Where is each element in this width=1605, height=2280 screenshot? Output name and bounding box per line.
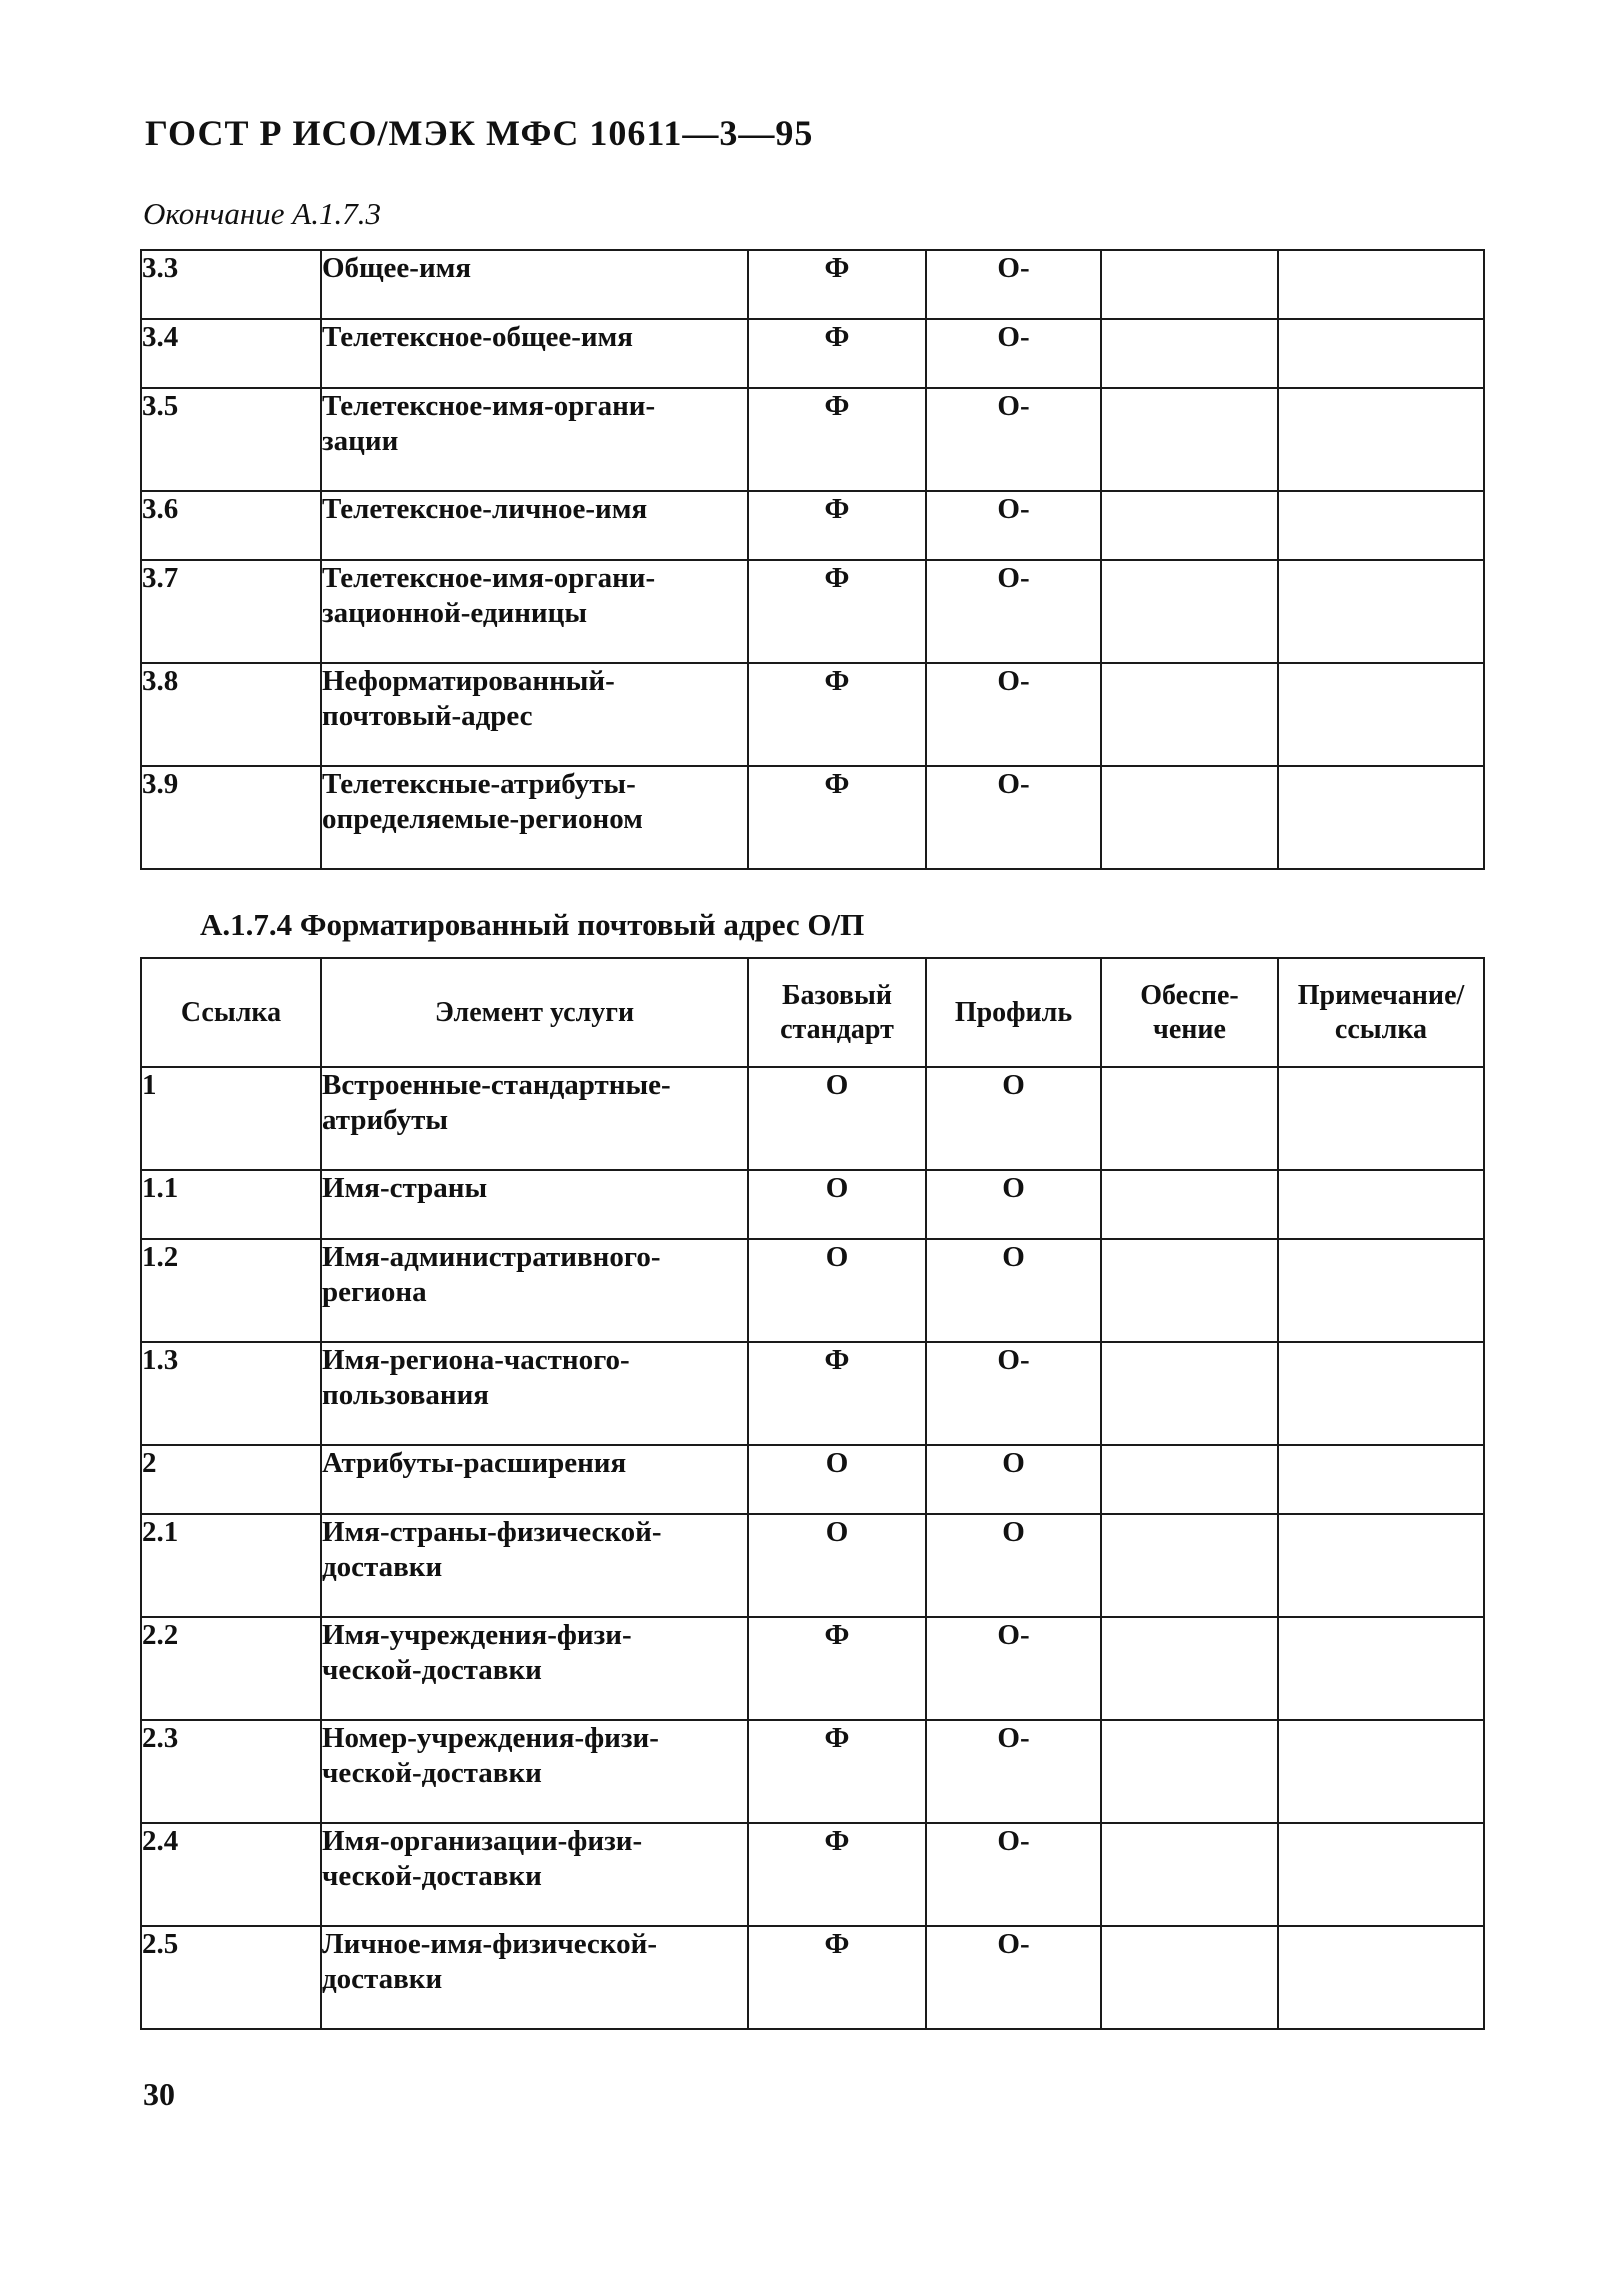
cell-profile: О- bbox=[926, 1342, 1101, 1445]
cell-note bbox=[1278, 250, 1484, 319]
cell-provision bbox=[1101, 1342, 1278, 1445]
cell-base-standard: Ф bbox=[748, 663, 926, 766]
cell-base-standard: Ф bbox=[748, 1720, 926, 1823]
cell-provision bbox=[1101, 1067, 1278, 1170]
table-row bbox=[141, 1342, 1484, 1445]
document-header: ГОСТ Р ИСО/МЭК МФС 10611—3—95 bbox=[145, 113, 814, 153]
column-header-note: Примечание/ ссылка bbox=[1278, 958, 1484, 1067]
cell-base-standard: Ф bbox=[748, 388, 926, 491]
cell-note bbox=[1278, 766, 1484, 869]
cell-profile: О bbox=[926, 1514, 1101, 1617]
cell-note bbox=[1278, 388, 1484, 491]
table-a173-body bbox=[141, 250, 1484, 869]
cell-profile: О- bbox=[926, 560, 1101, 663]
table-header-row bbox=[141, 958, 1484, 1067]
column-header-element: Элемент услуги bbox=[321, 958, 748, 1067]
cell-ref: 3.4 bbox=[141, 319, 321, 388]
cell-ref: 3.5 bbox=[141, 388, 321, 491]
cell-ref: 2.1 bbox=[141, 1514, 321, 1617]
cell-profile: О- bbox=[926, 491, 1101, 560]
cell-element: Имя-страны-физической- доставки bbox=[321, 1514, 748, 1617]
column-header-ref: Ссылка bbox=[141, 958, 321, 1067]
cell-ref: 1.3 bbox=[141, 1342, 321, 1445]
table-row bbox=[141, 319, 1484, 388]
cell-profile: О- bbox=[926, 663, 1101, 766]
cell-ref: 3.9 bbox=[141, 766, 321, 869]
section-title: А.1.7.4 Форматированный почтовый адрес О/П bbox=[200, 907, 865, 942]
cell-element: Телетексное-общее-имя bbox=[321, 319, 748, 388]
cell-ref: 3.3 bbox=[141, 250, 321, 319]
table-row bbox=[141, 766, 1484, 869]
cell-ref: 1.1 bbox=[141, 1170, 321, 1239]
cell-ref: 3.7 bbox=[141, 560, 321, 663]
cell-element: Встроенные-стандартные- атрибуты bbox=[321, 1067, 748, 1170]
cell-base-standard: Ф bbox=[748, 1617, 926, 1720]
table-row bbox=[141, 1239, 1484, 1342]
cell-note bbox=[1278, 1445, 1484, 1514]
table-continuation-label: Окончание А.1.7.3 bbox=[143, 196, 381, 231]
cell-profile: О- bbox=[926, 1720, 1101, 1823]
cell-ref: 2.4 bbox=[141, 1823, 321, 1926]
table-row bbox=[141, 1170, 1484, 1239]
table-a173-end bbox=[140, 249, 1485, 870]
table-a174 bbox=[140, 957, 1485, 2030]
cell-provision bbox=[1101, 1926, 1278, 2029]
table-row bbox=[141, 250, 1484, 319]
cell-note bbox=[1278, 1823, 1484, 1926]
cell-element: Имя-учреждения-физи- ческой-доставки bbox=[321, 1617, 748, 1720]
cell-profile: О bbox=[926, 1067, 1101, 1170]
cell-base-standard: Ф bbox=[748, 1926, 926, 2029]
cell-note bbox=[1278, 1514, 1484, 1617]
cell-ref: 1.2 bbox=[141, 1239, 321, 1342]
table-row bbox=[141, 1823, 1484, 1926]
cell-element: Атрибуты-расширения bbox=[321, 1445, 748, 1514]
cell-base-standard: О bbox=[748, 1170, 926, 1239]
cell-provision bbox=[1101, 319, 1278, 388]
cell-ref: 3.8 bbox=[141, 663, 321, 766]
cell-base-standard: Ф bbox=[748, 491, 926, 560]
table-row bbox=[141, 1720, 1484, 1823]
cell-profile: О- bbox=[926, 1617, 1101, 1720]
cell-ref: 2.2 bbox=[141, 1617, 321, 1720]
cell-base-standard: О bbox=[748, 1067, 926, 1170]
cell-base-standard: О bbox=[748, 1514, 926, 1617]
cell-ref: 2 bbox=[141, 1445, 321, 1514]
cell-base-standard: Ф bbox=[748, 1342, 926, 1445]
cell-provision bbox=[1101, 663, 1278, 766]
cell-profile: О bbox=[926, 1445, 1101, 1514]
cell-note bbox=[1278, 319, 1484, 388]
cell-element: Телетексное-имя-органи- зации bbox=[321, 388, 748, 491]
cell-base-standard: О bbox=[748, 1239, 926, 1342]
cell-note bbox=[1278, 491, 1484, 560]
cell-provision bbox=[1101, 1514, 1278, 1617]
cell-base-standard: Ф bbox=[748, 250, 926, 319]
cell-ref: 3.6 bbox=[141, 491, 321, 560]
cell-element: Телетексные-атрибуты- определяемые-регионом bbox=[321, 766, 748, 869]
cell-note bbox=[1278, 560, 1484, 663]
cell-base-standard: О bbox=[748, 1445, 926, 1514]
cell-provision bbox=[1101, 1720, 1278, 1823]
cell-note bbox=[1278, 1342, 1484, 1445]
cell-element: Имя-страны bbox=[321, 1170, 748, 1239]
cell-element: Телетексное-личное-имя bbox=[321, 491, 748, 560]
table-row bbox=[141, 560, 1484, 663]
cell-element: Имя-административного- региона bbox=[321, 1239, 748, 1342]
table-row bbox=[141, 1445, 1484, 1514]
cell-provision bbox=[1101, 250, 1278, 319]
cell-profile: О bbox=[926, 1239, 1101, 1342]
cell-note bbox=[1278, 1720, 1484, 1823]
cell-element: Общее-имя bbox=[321, 250, 748, 319]
cell-ref: 2.5 bbox=[141, 1926, 321, 2029]
cell-note bbox=[1278, 1067, 1484, 1170]
table-row bbox=[141, 1067, 1484, 1170]
cell-provision bbox=[1101, 491, 1278, 560]
cell-base-standard: Ф bbox=[748, 319, 926, 388]
cell-element: Номер-учреждения-физи- ческой-доставки bbox=[321, 1720, 748, 1823]
table-row bbox=[141, 1617, 1484, 1720]
cell-provision bbox=[1101, 1617, 1278, 1720]
column-header-provision: Обеспе- чение bbox=[1101, 958, 1278, 1067]
cell-profile: О- bbox=[926, 250, 1101, 319]
table-row bbox=[141, 491, 1484, 560]
cell-provision bbox=[1101, 388, 1278, 491]
table-a174-body bbox=[141, 1067, 1484, 2029]
cell-element: Телетексное-имя-органи- зационной-единицы bbox=[321, 560, 748, 663]
cell-note bbox=[1278, 1239, 1484, 1342]
cell-provision bbox=[1101, 766, 1278, 869]
column-header-profile: Профиль bbox=[926, 958, 1101, 1067]
page-number: 30 bbox=[143, 2076, 175, 2112]
table-row bbox=[141, 663, 1484, 766]
cell-profile: О bbox=[926, 1170, 1101, 1239]
cell-provision bbox=[1101, 560, 1278, 663]
cell-provision bbox=[1101, 1445, 1278, 1514]
cell-note bbox=[1278, 1617, 1484, 1720]
cell-profile: О- bbox=[926, 388, 1101, 491]
cell-provision bbox=[1101, 1823, 1278, 1926]
cell-note bbox=[1278, 663, 1484, 766]
cell-profile: О- bbox=[926, 766, 1101, 869]
table-row bbox=[141, 388, 1484, 491]
cell-base-standard: Ф bbox=[748, 766, 926, 869]
cell-profile: О- bbox=[926, 1926, 1101, 2029]
cell-profile: О- bbox=[926, 1823, 1101, 1926]
cell-ref: 2.3 bbox=[141, 1720, 321, 1823]
cell-note bbox=[1278, 1926, 1484, 2029]
cell-base-standard: Ф bbox=[748, 560, 926, 663]
cell-provision bbox=[1101, 1170, 1278, 1239]
table-row bbox=[141, 1514, 1484, 1617]
cell-provision bbox=[1101, 1239, 1278, 1342]
table-row bbox=[141, 1926, 1484, 2029]
cell-element: Неформатированный- почтовый-адрес bbox=[321, 663, 748, 766]
column-header-base-standard: Базовый стандарт bbox=[748, 958, 926, 1067]
cell-profile: О- bbox=[926, 319, 1101, 388]
cell-element: Имя-региона-частного- пользования bbox=[321, 1342, 748, 1445]
cell-base-standard: Ф bbox=[748, 1823, 926, 1926]
cell-element: Личное-имя-физической- доставки bbox=[321, 1926, 748, 2029]
cell-ref: 1 bbox=[141, 1067, 321, 1170]
cell-element: Имя-организации-физи- ческой-доставки bbox=[321, 1823, 748, 1926]
cell-note bbox=[1278, 1170, 1484, 1239]
